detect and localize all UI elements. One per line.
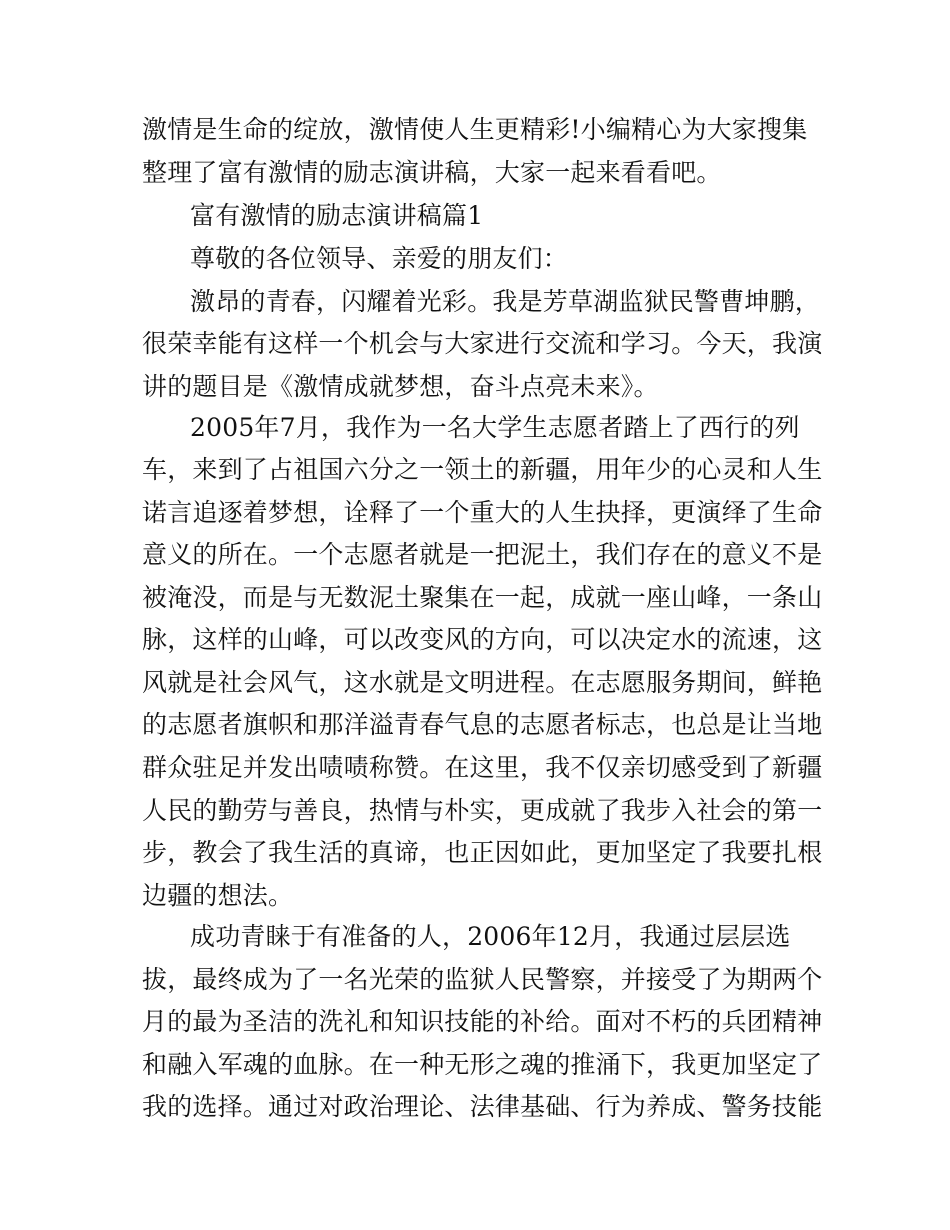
paragraph-line: 边疆的想法。 <box>142 881 294 910</box>
paragraph-line: 人民的勤劳与善良，热情与朴实，更成就了我步入社会的第一 <box>142 796 823 825</box>
intro-line-2: 整理了富有激情的励志演讲稿，大家一起来看看吧。 <box>142 158 722 187</box>
paragraph-line: 意义的所在。一个志愿者就是一把泥土，我们存在的意义不是 <box>142 540 823 569</box>
section-heading: 富有激情的励志演讲稿篇1 <box>190 201 484 230</box>
intro-line-1: 激情是生命的绽放，激情使人生更精彩!小编精心为大家搜集 <box>142 115 808 144</box>
paragraph-line: 诺言追逐着梦想，诠释了一个重大的人生抉择，更演绎了生命 <box>142 498 823 527</box>
paragraph-line: 成功青睐于有准备的人，2006年12月，我通过层层选 <box>190 922 791 951</box>
paragraph-line: 步，教会了我生活的真谛，也正因如此，更加坚定了我要扎根 <box>142 838 823 867</box>
paragraph-line: 激昂的青春，闪耀着光彩。我是芳草湖监狱民警曹坤鹏， <box>190 287 821 316</box>
paragraph-line: 很荣幸能有这样一个机会与大家进行交流和学习。今天，我演 <box>142 329 823 358</box>
paragraph-line: 讲的题目是《激情成就梦想，奋斗点亮未来》。 <box>142 372 659 401</box>
paragraph-line: 被淹没，而是与无数泥土聚集在一起，成就一座山峰，一条山 <box>142 583 823 612</box>
paragraph-line: 月的最为圣洁的洗礼和知识技能的补给。面对不朽的兵团精神 <box>142 1007 823 1036</box>
paragraph-line: 和融入军魂的血脉。在一种无形之魂的推涌下，我更加坚定了 <box>142 1050 823 1079</box>
paragraph-line: 风就是社会风气，这水就是文明进程。在志愿服务期间，鲜艳 <box>142 668 823 697</box>
paragraph-line: 我的选择。通过对政治理论、法律基础、行为养成、警务技能 <box>142 1092 823 1121</box>
paragraph-line: 的志愿者旗帜和那洋溢青春气息的志愿者标志，也总是让当地 <box>142 710 823 739</box>
paragraph-line: 2005年7月，我作为一名大学生志愿者踏上了西行的列 <box>190 413 800 442</box>
paragraph-line: 拔，最终成为了一名光荣的监狱人民警察，并接受了为期两个 <box>142 965 823 994</box>
salutation: 尊敬的各位领导、亲爱的朋友们： <box>190 244 569 273</box>
paragraph-line: 车，来到了占祖国六分之一领土的新疆，用年少的心灵和人生 <box>142 455 823 484</box>
paragraph-line: 脉，这样的山峰，可以改变风的方向，可以决定水的流速，这 <box>142 625 823 654</box>
paragraph-line: 群众驻足并发出啧啧称赞。在这里，我不仅亲切感受到了新疆 <box>142 753 823 782</box>
